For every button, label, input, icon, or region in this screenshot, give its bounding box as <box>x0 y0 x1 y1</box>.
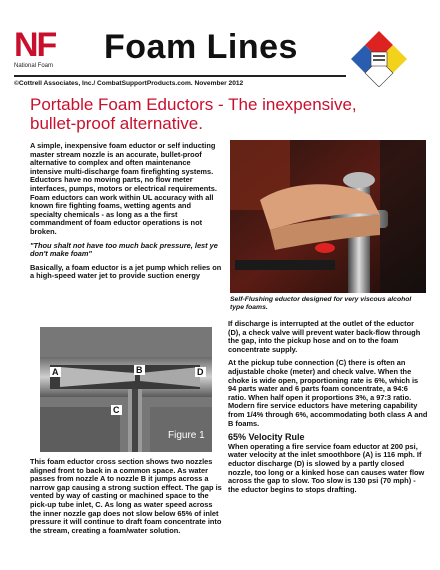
figure-label-d: D <box>197 367 204 377</box>
article-headline <box>30 95 410 133</box>
nfpa-diamond-icon <box>351 31 407 87</box>
intro-paragraph: A simple, inexpensive foam eductor or self inducting master stream nozzle is an accurate, bullet-proof alternative to complex and often maintenance intensive multi-discharge foam firefighting systems. Eductors have no moving parts, no flow meter interfaces, pumps, motors or electrical requirements. Foam eductors can work within UL accuracy with all known fire fighting foams, wetting agents and specialty chemicals - as long as a the first commandment of foam eductor operations is not broken. <box>30 141 217 236</box>
eductor-photo <box>230 140 426 293</box>
byline: ©Cottrell Associates, Inc./ CombatSupportProducts.com. November 2012 <box>14 80 244 87</box>
photo-caption: Self-Flushing eductor designed for very viscous alcohol type foams. <box>230 296 412 311</box>
velocity-paragraph: When operating a fire service foam eductor at 200 psi, water velocity at the inlet smoothbore (A) is 116 mph. If eductor discharge (D) is slowed by a partly closed nozzle, too long or a kinked hose can causes water flow across the gap to slow. Too slow is 130 psi (70 mph) - the eductor begins to stops drafting. <box>228 441 425 494</box>
logo-subtitle: National Foam <box>14 63 54 69</box>
pickup-paragraph: At the pickup tube connection (C) there is often an adjustable choke (meter) and check valve. When the choke is wide open, proportioning rate is 6%, which is 94 parts water and 6 parts foam concentrate, a 94:6 ratio. When half open it proportions 3%, a 97:3 ratio. Modern fire service eductors have metering capability from 1/4% through 6%, accommodating both class A and B foams. <box>228 358 428 428</box>
left-column-bottom <box>30 458 222 540</box>
right-column <box>228 320 428 499</box>
cross-section-paragraph: This foam eductor cross section shows two nozzles aligned front to back in a common space. As water passes from nozzle A to nozzle B it jumps across a narrow gap causing a strong suction effect. The gap is vented by way of casting or machined space to the pick-up tube inlet, C. As long as water speed across the inner nozzle gap does not slow below 65% of inlet pressure it will continue to draft foam concentrate into the stream, creating a foam/water solution. <box>30 457 222 535</box>
newsletter-title: Foam Lines <box>104 28 298 66</box>
figure-label-c: C <box>113 405 120 415</box>
jet-pump-paragraph: Basically, a foam eductor is a jet pump which relies on a high-speed water jet to provide suction energy <box>30 262 222 281</box>
section-heading: 65% Velocity Rule <box>228 432 305 443</box>
logo-letters: NF <box>14 26 56 64</box>
left-column-top <box>30 142 222 286</box>
check-valve-paragraph: If discharge is interrupted at the outlet of the eductor (D), a check valve will prevent water back-flow through the gap, into the pickup hose and on to the foam concentrate supply. <box>228 319 421 354</box>
eductor-cross-section-figure <box>40 327 212 452</box>
headline-line-1: Portable Foam Eductors - The inexpensive, <box>30 95 357 114</box>
figure-label-b: B <box>136 365 143 375</box>
national-foam-logo <box>14 28 58 72</box>
headline-line-2: bullet-proof alternative. <box>30 114 203 133</box>
figure-label-a: A <box>52 367 59 377</box>
pull-quote: "Thou shalt not have too much back pressure, lest ye don't make foam" <box>30 240 218 259</box>
header-rule <box>14 75 346 77</box>
figure-caption: Figure 1 <box>168 430 205 441</box>
